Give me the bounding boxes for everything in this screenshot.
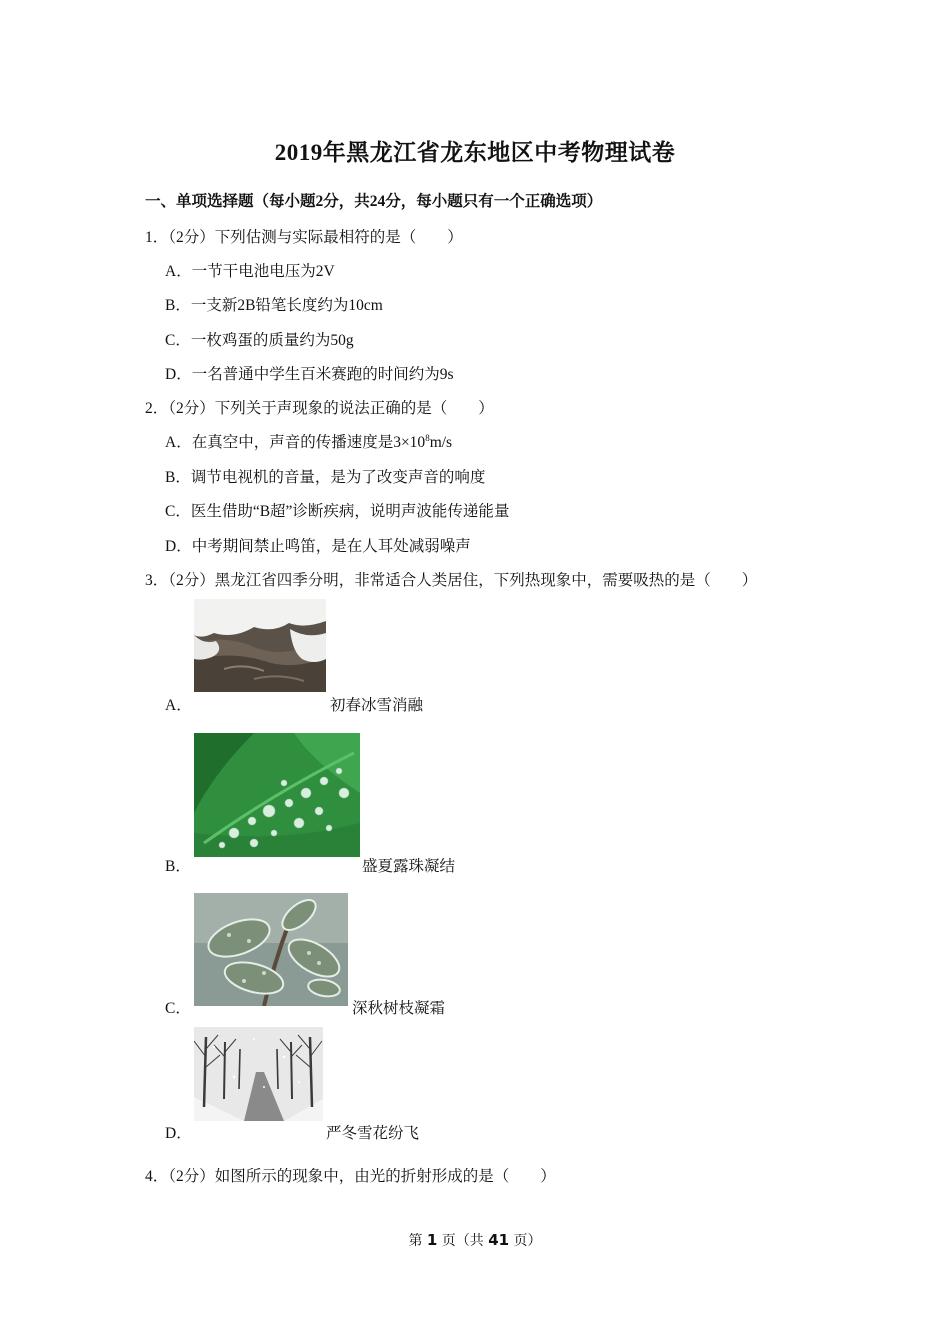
question-3-option-a-letter: A． (165, 697, 192, 714)
question-2-option-b: B．调节电视机的音量，是为了改变声音的响度 (165, 469, 486, 486)
question-1-option-c: C．一枚鸡蛋的质量约为50g (165, 332, 354, 349)
option-a-text: A．在真空中，声音的传播速度是3×10 (165, 434, 426, 451)
total-page-number: 41 (488, 1231, 510, 1249)
question-1-option-a: A．一节干电池电压为2V (165, 263, 335, 280)
exponent: 8 (425, 433, 430, 443)
question-3-stem: 3．（2分）黑龙江省四季分明，非常适合人类居住，下列热现象中，需要吸热的是（ ） (145, 572, 758, 589)
option-a-unit: m/s (429, 434, 453, 451)
footer-prefix: 第 (408, 1233, 427, 1249)
question-2-stem: 2．（2分）下列关于声现象的说法正确的是（ ） (145, 400, 494, 417)
footer-suffix: 页） (509, 1233, 542, 1249)
frosted-branch-image (194, 893, 348, 1006)
question-2-option-d: D．中考期间禁止鸣笛，是在人耳处减弱噪声 (165, 538, 471, 555)
melting-snow-image (194, 599, 326, 692)
current-page-number: 1 (426, 1231, 438, 1249)
question-2-option-a (165, 430, 452, 452)
question-1-option-d: D．一名普通中学生百米赛跑的时间约为9s (165, 366, 454, 383)
page-footer (0, 1230, 950, 1250)
question-4-stem: 4．（2分）如图所示的现象中，由光的折射形成的是（ ） (145, 1168, 556, 1185)
section-heading: 一、单项选择题（每小题2分，共24分，每小题只有一个正确选项） (145, 193, 603, 210)
question-3-option-b-letter: B． (165, 858, 191, 875)
question-3-option-b-caption: 盛夏露珠凝结 (362, 858, 456, 875)
question-3-option-d-letter: D． (165, 1125, 192, 1142)
question-3-option-c-caption: 深秋树枝凝霜 (352, 1000, 446, 1017)
question-3-option-a-caption: 初春冰雪消融 (330, 697, 424, 714)
page-title: 2019年黑龙江省龙东地区中考物理试卷 (274, 140, 676, 165)
snowy-avenue-image (194, 1027, 323, 1121)
footer-middle: 页（共 (437, 1233, 489, 1249)
question-1-option-b: B．一支新2B铅笔长度约为10cm (165, 297, 383, 314)
question-3-option-d-caption: 严冬雪花纷飞 (326, 1125, 420, 1142)
question-1-stem: 1．（2分）下列估测与实际最相符的是（ ） (145, 229, 463, 246)
question-2-option-c: C．医生借助“B超”诊断疾病，说明声波能传递能量 (165, 503, 510, 520)
question-3-option-c-letter: C． (165, 1000, 191, 1017)
dew-drops-leaf-image (194, 733, 360, 857)
